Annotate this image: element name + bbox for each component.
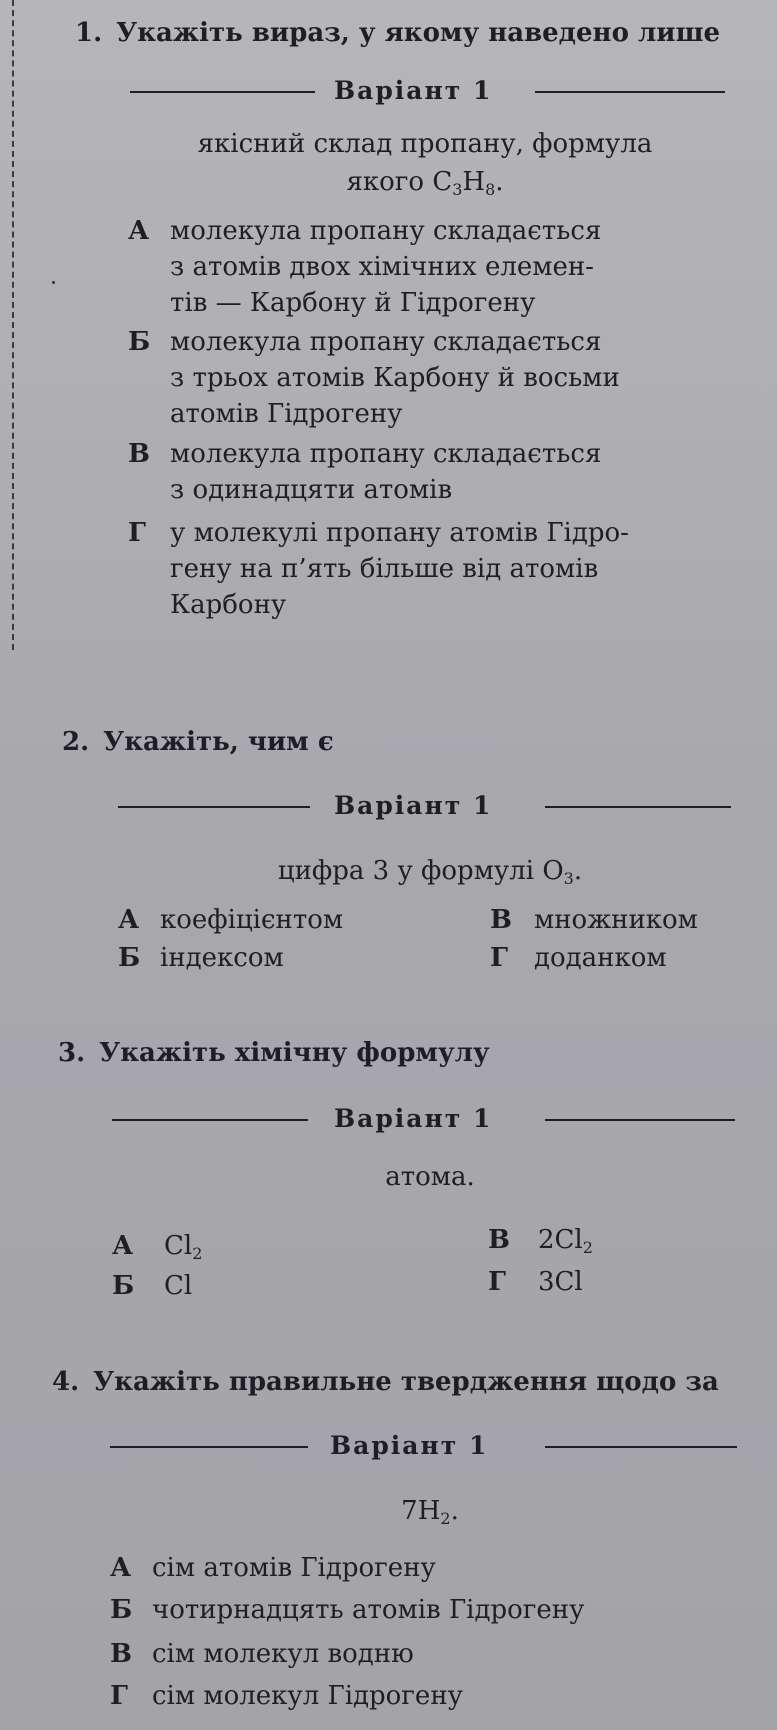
option-text: молекула пропану складається з одинадцяти атомів <box>170 439 602 505</box>
option-letter: А <box>118 905 140 935</box>
question-number: 3. <box>58 1038 86 1068</box>
question-stem <box>130 125 720 201</box>
question-1-prompt <box>75 18 720 48</box>
option-text: індексом <box>160 943 284 973</box>
answer-option-a[interactable] <box>110 1550 730 1586</box>
option-letter: Г <box>488 1267 506 1297</box>
speck <box>52 281 55 284</box>
question-stem: атома. <box>385 1162 475 1192</box>
option-letter: Г <box>490 943 508 973</box>
question-4-prompt <box>52 1367 719 1397</box>
option-letter: Г <box>128 518 146 548</box>
option-text: сім атомів Гідрогену <box>152 1553 436 1583</box>
question-text: Укажіть хімічну формулу <box>99 1038 490 1068</box>
answer-option-a[interactable] <box>128 213 728 323</box>
divider-line-left <box>110 1446 308 1448</box>
answer-option-d[interactable] <box>490 940 770 976</box>
question-2-prompt <box>62 727 334 757</box>
option-text: доданком <box>534 943 667 973</box>
option-letter: Г <box>110 1681 128 1711</box>
option-text: сім молекул Гідрогену <box>152 1681 463 1711</box>
answer-option-c[interactable] <box>490 902 770 938</box>
divider-line-left <box>118 806 310 808</box>
variant-divider <box>0 76 777 106</box>
answer-option-c[interactable] <box>488 1222 738 1262</box>
option-letter: Б <box>118 943 141 973</box>
question-number: 1. <box>75 18 103 48</box>
question-text: Укажіть правильне твердження щодо за <box>93 1367 719 1397</box>
question-number: 2. <box>62 727 90 757</box>
question-number: 4. <box>52 1367 80 1397</box>
option-letter: А <box>128 216 150 246</box>
answer-option-c[interactable] <box>110 1636 730 1672</box>
answer-option-c[interactable] <box>128 436 728 510</box>
option-formula: 3Cl <box>538 1267 583 1297</box>
variant-label: Варіант 1 <box>330 1431 489 1460</box>
option-text: чотирнадцять атомів Гідрогену <box>152 1595 585 1625</box>
stem-line: якісний склад пропану, формула <box>197 129 653 159</box>
variant-label: Варіант 1 <box>334 791 493 820</box>
option-formula: $Cl_2$ <box>164 1231 203 1263</box>
divider-line-left <box>130 91 315 93</box>
answer-option-d[interactable] <box>128 515 728 625</box>
answer-option-d[interactable] <box>110 1678 730 1714</box>
answer-option-a[interactable] <box>112 1228 362 1268</box>
option-letter: Б <box>112 1271 135 1301</box>
option-letter: А <box>112 1231 134 1261</box>
answer-option-d[interactable] <box>488 1264 738 1304</box>
option-text: множником <box>534 905 698 935</box>
stem-line-formula: якого $C_3H_8$. <box>346 167 504 199</box>
variant-divider <box>0 791 777 821</box>
option-formula: Cl <box>164 1271 193 1301</box>
question-text: Укажіть, чим є <box>103 727 334 757</box>
option-text: коефіцієнтом <box>160 905 344 935</box>
divider-line-right <box>545 806 731 808</box>
divider-line-right <box>535 91 725 93</box>
variant-divider <box>0 1431 777 1461</box>
answer-option-b[interactable] <box>110 1592 730 1628</box>
variant-divider <box>0 1104 777 1134</box>
divider-line-left <box>112 1119 308 1121</box>
option-letter: В <box>110 1639 132 1669</box>
answer-option-b[interactable] <box>118 940 408 976</box>
variant-label: Варіант 1 <box>334 76 493 105</box>
answer-option-b[interactable] <box>112 1268 362 1308</box>
option-letter: Б <box>128 327 151 357</box>
option-text: сім молекул водню <box>152 1639 414 1669</box>
question-stem: $7H_2$. <box>401 1496 459 1528</box>
divider-line-right <box>545 1446 737 1448</box>
option-letter: В <box>490 905 512 935</box>
option-formula: $2Cl_2$ <box>538 1225 593 1257</box>
question-text: Укажіть вираз, у якому наведено лише <box>116 18 721 48</box>
option-letter: В <box>128 439 150 469</box>
answer-option-b[interactable] <box>128 324 728 434</box>
option-letter: А <box>110 1553 132 1583</box>
option-text: у молекулі пропану атомів Гідро- гену на п’ять більше від атомів Карбону <box>170 518 629 620</box>
question-3-prompt <box>58 1038 490 1068</box>
question-stem: цифра 3 у формулі $O_3$. <box>277 856 583 888</box>
divider-line-right <box>545 1119 735 1121</box>
option-text: молекула пропану складається з трьох атомів Карбону й восьми атомів Гідрогену <box>170 327 620 429</box>
variant-label: Варіант 1 <box>334 1104 493 1133</box>
answer-option-a[interactable] <box>118 902 408 938</box>
option-text: молекула пропану складається з атомів двох хімічних елемен- тів — Карбону й Гідрогену <box>170 216 602 318</box>
option-letter: В <box>488 1225 510 1255</box>
option-letter: Б <box>110 1595 133 1625</box>
